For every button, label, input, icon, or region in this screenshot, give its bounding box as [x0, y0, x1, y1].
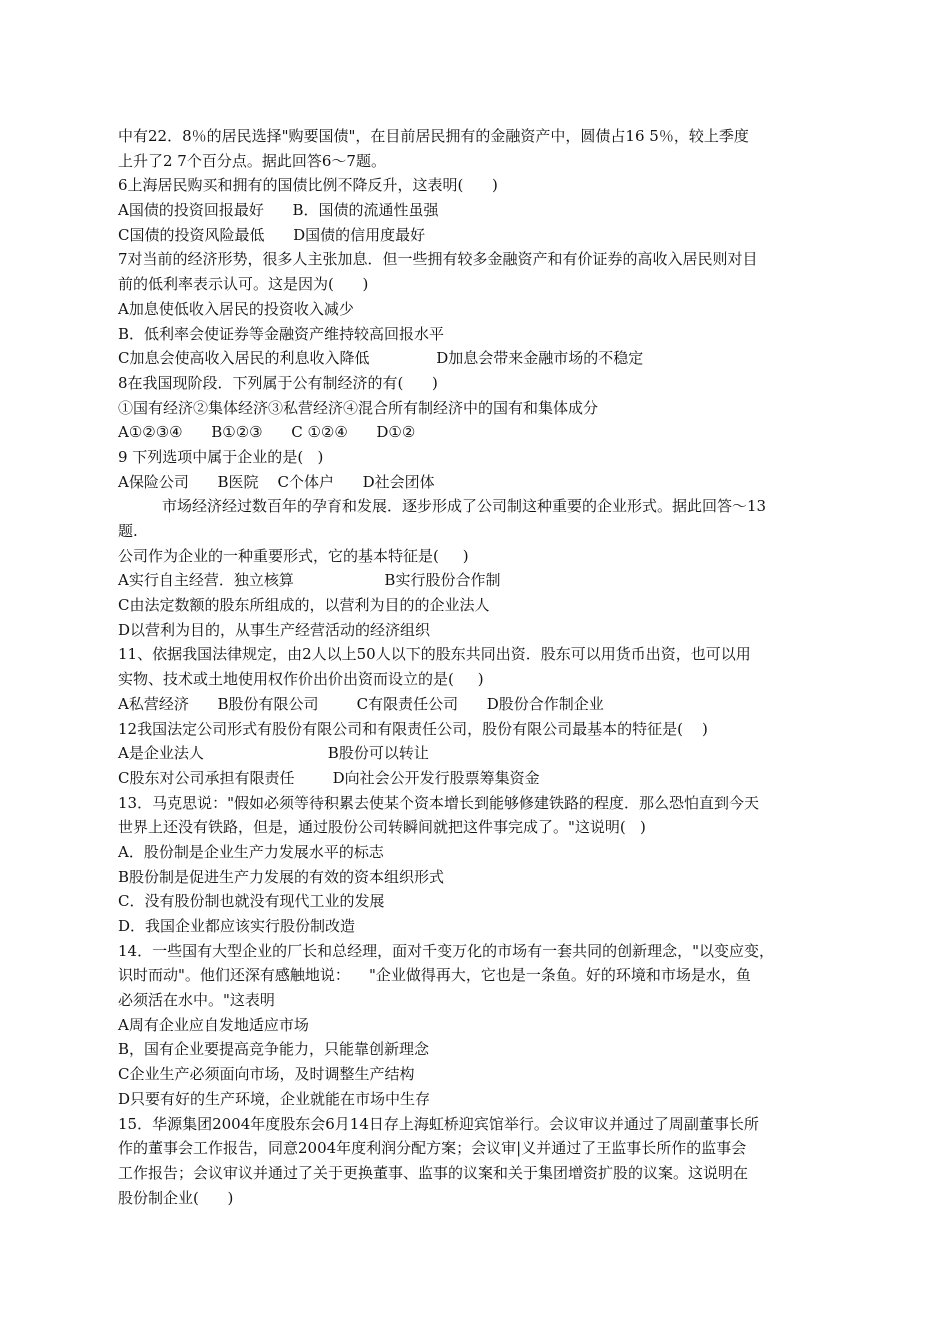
- question-14-cont: 必须活在水中。"这表明: [118, 991, 275, 1010]
- question-8-items: ①国有经济②集体经济③私营经济④混合所有制经济中的国有和集体成分: [118, 398, 599, 417]
- question-7: 7对当前的经济形势，很多人主张加息．但一些拥有较多金融资产和有价证券的高收入居民则对目: [118, 250, 758, 269]
- question-9-options: A保险公司 B医院 C个体户 D社会团体: [118, 472, 435, 491]
- question-15-cont: 作的董事会工作报告，同意2004年度利润分配方案；会议审|义并通过了王监事长所作的监事会: [118, 1139, 747, 1158]
- question-10-option-d: D以营利为目的，从事生产经营活动的经济组织: [118, 620, 431, 639]
- question-12-options-cd: C股东对公司承担有限责任 D向社会公开发行股票筹集资金: [118, 768, 540, 787]
- question-9: 9 下列选项中属于企业的是( ): [118, 447, 324, 466]
- question-10-option-c: C由法定数额的股东所组成的，以营利为目的的企业法人: [118, 596, 490, 615]
- question-11-cont: 实物、技术或土地使用权作价出价出资而设立的是( ): [118, 670, 484, 689]
- question-6-options-ab: A国债的投资回报最好 B．国债的流通性虽强: [118, 201, 439, 220]
- question-12: 12我国法定公司形式有股份有限公司和有限责任公司，股份有限公司最基本的特征是( ): [118, 719, 708, 738]
- passage-intro: 市场经济经过数百年的孕育和发展．逐步形成了公司制这种重要的企业形式。据此回答～13: [162, 497, 767, 516]
- question-14-option-c: C企业生产必须面向市场，及时调整生产结构: [118, 1065, 415, 1084]
- question-13-cont: 世界上还没有铁路，但是，通过股份公司转瞬间就把这件事完成了。"这说明( ): [118, 818, 646, 837]
- question-13-option-a: A．股份制是企业生产力发展水平的标志: [118, 842, 384, 861]
- passage-intro-cont: 题.: [118, 522, 138, 540]
- document-page: [118, 124, 838, 1210]
- question-7-options-cd: C加息会使高收入居民的利息收入降低 D加息会带来金融市场的不稳定: [118, 349, 644, 368]
- question-8: 8在我国现阶段．下列属于公有制经济的有( ): [118, 373, 438, 392]
- question-6: 6上海居民购买和拥有的国债比例不降反升，这表明( ): [118, 176, 498, 195]
- question-13-option-c: C．没有股份制也就没有现代工业的发展: [118, 892, 385, 911]
- question-14: 14．一些国有大型企业的厂长和总经理，面对千变万化的市场有一套共同的创新理念，"以变应变，: [118, 941, 774, 960]
- question-14-option-d: D只要有好的生产环境，企业就能在市场中生存: [118, 1089, 431, 1108]
- question-11-options: A私营经济 B股份有限公司 C有限责任公司 D股份合作制企业: [118, 694, 604, 713]
- question-7-cont: 前的低利率表示认可。这是因为( ): [118, 275, 369, 294]
- question-15: 15．华源集团2004年度股东会6月14日存上海虹桥迎宾馆举行。会议审议并通过了周副董事长所: [118, 1114, 759, 1133]
- question-7-option-a: A加息使低收入居民的投资收入减少: [118, 299, 354, 318]
- question-7-option-b: B．低利率会使证券等金融资产维持较高回报水平: [118, 324, 445, 343]
- text-line: 中有22．8％的居民选择"购要国债"，在目前居民拥有的金融资产中，圆债占16 5％，较上季度: [118, 127, 749, 145]
- question-15-cont: 股份制企业( ): [118, 1188, 234, 1207]
- text-line: 上升了2 7个百分点。据此回答6～7题。: [118, 151, 386, 170]
- question-14-cont: 识时而动"。他们还深有感触地说： "企业做得再大，它也是一条鱼。好的环境和市场是水，鱼: [118, 966, 751, 985]
- question-15-cont: 工作报告；会议审议并通过了关于更换董事、监事的议案和关于集团增资扩股的议案。这说明在: [118, 1163, 749, 1182]
- question-8-options: A①②③④ B①②③ C ①②④ D①②: [118, 423, 416, 442]
- question-14-option-a: A周有企业应自发地适应市场: [118, 1015, 309, 1034]
- question-10-options-ab: A实行自主经营．独立核算 B实行股份合作制: [118, 571, 501, 590]
- question-10: 公司作为企业的一种重要形式，它的基本特征是( ): [118, 546, 469, 565]
- question-14-option-b: B，国有企业要提高竞争能力，只能靠创新理念: [118, 1040, 430, 1059]
- question-11: 11、依据我国法律规定，由2人以上50人以下的股东共同出资．股东可以用货币出资，也可以用: [118, 645, 751, 664]
- question-13-option-b: B股份制是促进生产力发展的有效的资本组织形式: [118, 867, 445, 886]
- question-13-option-d: D．我国企业都应该实行股份制改造: [118, 917, 356, 935]
- question-6-options-cd: C国债的投资风险最低 D国债的信用度最好: [118, 225, 426, 244]
- question-12-options-ab: A是企业法人 B股份可以转让: [118, 744, 429, 763]
- question-13: 13．马克思说："假如必须等待积累去使某个资本增长到能够修建铁路的程度．那么恐怕直到今天: [118, 793, 759, 812]
